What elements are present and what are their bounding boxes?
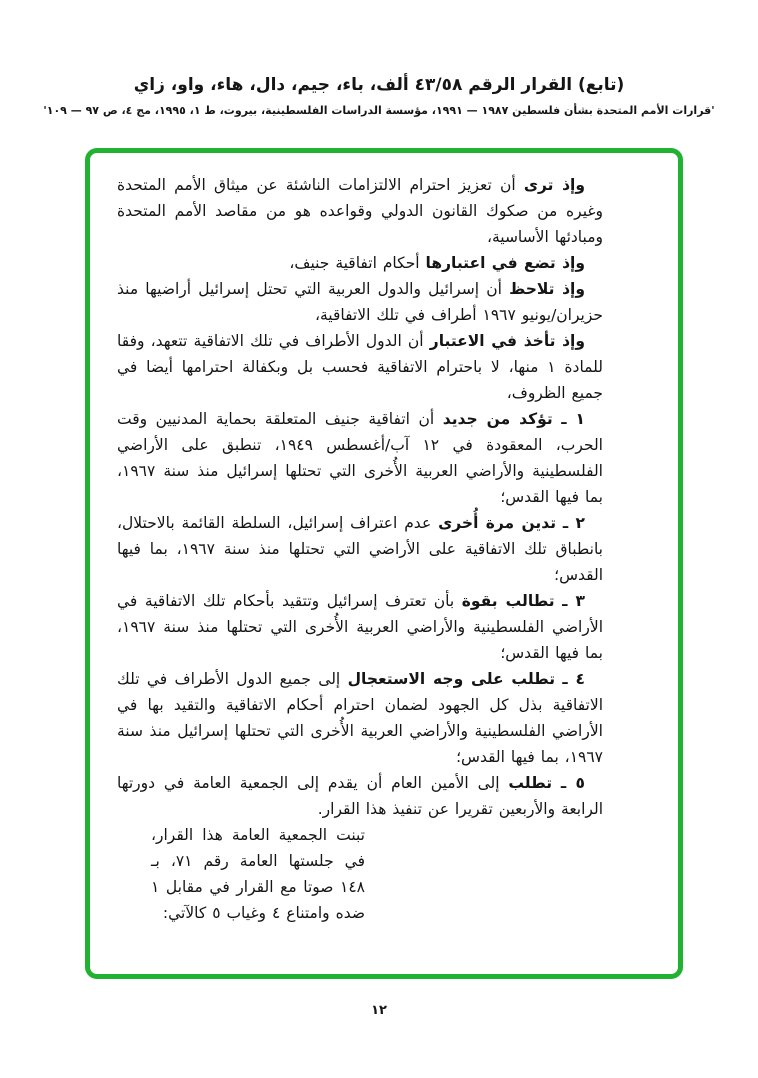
paragraph-lead: تطلب على وجه الاستعجال [347, 670, 556, 688]
resolution-title: (تابع) القرار الرقم ٤٣/٥٨ ألف، باء، جيم، دال، هاء، واو، زاي [133, 75, 625, 95]
paragraph-text: أحكام اتفاقية جنيف، [289, 254, 420, 272]
paragraph-text: إلى جميع الدول الأطراف في تلك الاتفاقية بذل كل الجهود لضمان احترام أحكام الاتفاقية والتقيد بها في الأراضي الفلسطينية والأراضي العربية الأُخرى التي تحتلها إسرائيل منذ سنة ١٩٦٧، بما فيها القدس؛ [117, 670, 603, 766]
operative-paragraph [117, 588, 603, 666]
source-citation: 'قرارات الأمم المتحدة بشأن فلسطين ١٩٨٧ — ١٩٩١، مؤسسة الدراسات الفلسطينية، بيروت، ط ١، ١٩٩٥، مج ٤، ص ٩٧ — ١٠٩' [43, 104, 715, 117]
paragraph-lead: وإذ تلاحظ [509, 280, 585, 298]
paragraph-lead: تؤكد من جديد [442, 410, 553, 428]
paragraph-number: ٥ ـ [560, 774, 585, 792]
paragraph-lead: وإذ تضع في اعتبارها [425, 254, 585, 272]
paragraph-number: ٢ ـ [562, 514, 585, 532]
operative-paragraph [117, 666, 603, 770]
paragraph-number: ١ ـ [561, 410, 585, 428]
paragraph-text: بأن تعترف إسرائيل وتتقيد بأحكام تلك الاتفاقية في الأراضي الفلسطينية والأراضي العربية الأُخرى التي تحتلها منذ سنة ١٩٦٧، بما فيها القدس؛ [117, 592, 603, 662]
paragraph-number: ٣ ـ [562, 592, 585, 610]
adoption-note: تبنت الجمعية العامة هذا القرار، في جلستها العامة رقم ٧١، بـ ١٤٨ صوتا مع القرار في مقابل ١ ضده وامتناع ٤ وغياب ٥ كالآتي: [151, 826, 365, 922]
operative-paragraph [117, 510, 603, 588]
paragraph-lead: تطالب بقوة [461, 592, 555, 610]
paragraph-lead: تطلب [508, 774, 553, 792]
operative-paragraph [117, 406, 603, 510]
page-header [0, 74, 758, 118]
preamble-paragraph [117, 250, 603, 276]
preamble-paragraph [117, 328, 603, 406]
paragraph-lead: تدين مرة أُخرى [438, 514, 557, 532]
resolution-body [117, 172, 603, 926]
paragraph-text: أن إسرائيل والدول العربية التي تحتل إسرائيل أراضيها منذ حزيران/يونيو ١٩٦٧ أطراف في تلك الاتفاقية، [117, 280, 603, 324]
paragraph-lead: وإذ تأخذ في الاعتبار [429, 332, 586, 350]
paragraph-text: أن اتفاقية جنيف المتعلقة بحماية المدنيين وقت الحرب، المعقودة في ١٢ آب/أغسطس ١٩٤٩، تنطبق على الأراضي الفلسطينية والأراضي العربية الأُخرى التي تحتلها إسرائيل منذ سنة ١٩٦٧، بما فيها القدس؛ [117, 410, 603, 506]
paragraph-lead: وإذ ترى [523, 176, 585, 194]
page-number: ١٢ [371, 1003, 387, 1018]
paragraph-text: عدم اعتراف إسرائيل، السلطة القائمة بالاحتلال، بانطباق تلك الاتفاقية على الأراضي التي تحتلها منذ سنة ١٩٦٧، بما فيها القدس؛ [117, 514, 603, 584]
paragraph-text: إلى الأمين العام أن يقدم إلى الجمعية العامة في دورتها الرابعة والأربعين تقريرا عن تنفيذ هذا القرار. [117, 774, 603, 818]
paragraph-number: ٤ ـ [562, 670, 585, 688]
paragraph-text: أن تعزيز احترام الالتزامات الناشئة عن ميثاق الأمم المتحدة وغيره من صكوك القانون الدولي وقواعده هو من مقاصد الأمم المتحدة ومبادئها الأساسية، [117, 176, 603, 246]
preamble-paragraph [117, 172, 603, 250]
preamble-paragraph [117, 276, 603, 328]
operative-paragraph [117, 770, 603, 822]
paragraph-text: أن الدول الأطراف في تلك الاتفاقية تتعهد، وفقا للمادة ١ منها، لا باحترام الاتفاقية فحسب بل وبكفالة احترامها أيضا في جميع الظروف، [117, 332, 603, 402]
